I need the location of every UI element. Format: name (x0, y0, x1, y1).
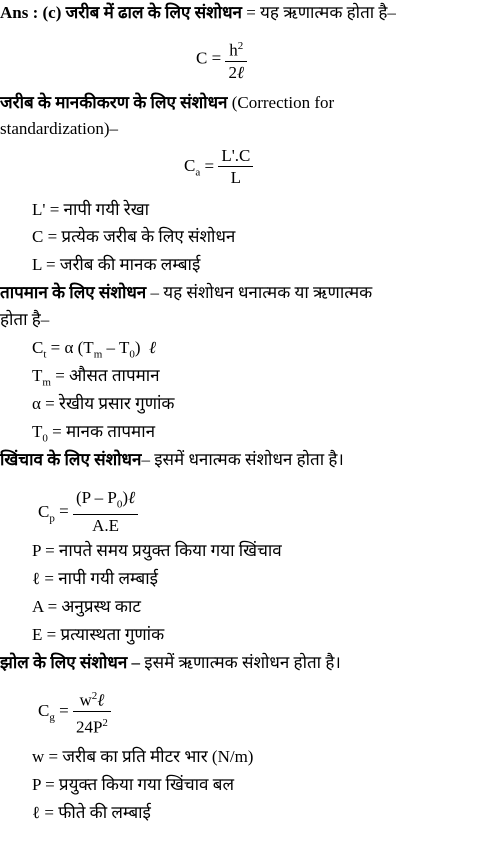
slope-fraction (225, 36, 247, 84)
pull-line (0, 449, 344, 471)
pull-fraction (73, 488, 138, 537)
slope-denominator: 2ℓ (228, 62, 245, 82)
pull-numerator: $(P - P_0)\ell$ (73, 488, 138, 515)
slope-text: = यह ऋणात्मक होता है– (241, 3, 396, 22)
temp-text-1: – यह संशोधन धनात्मक या ऋणात्मक (146, 283, 373, 302)
pull-text: – इसमें धनात्मक संशोधन होता है। (141, 450, 344, 469)
std-numerator: L'.C (218, 146, 253, 167)
temp-heading: तापमान के लिए संशोधन (0, 283, 147, 302)
std-line-2 (0, 118, 118, 140)
sag-denominator: $24P^2$ (75, 716, 108, 737)
std-text-1: (Correction for (227, 93, 335, 112)
pull-def-3: A = अनुप्रस्थ काट (32, 597, 141, 616)
slope-numerator: $h^2$ (225, 36, 247, 62)
sag-heading: झोल के लिए संशोधन – (0, 653, 141, 672)
answer-line (0, 2, 396, 24)
pull-def-1: P = नापते समय प्रयुक्त किया गया खिंचाव (32, 541, 282, 560)
sag-line (0, 652, 341, 674)
sag-eq-lhs: $C_g$ (38, 701, 55, 724)
std-def-1: L' = नापी गयी रेखा (32, 200, 150, 219)
sag-numerator: $w^2\ell$ (73, 686, 111, 712)
sag-def-3: ℓ = फीते की लम्बाई (32, 803, 151, 822)
std-heading: जरीब के मानकीकरण के लिए संशोधन (0, 93, 228, 112)
pull-denominator: A.E (92, 516, 119, 536)
slope-equation (196, 36, 247, 84)
sag-equation: $C_g$ = $\frac{w^2\ell}{24P^2}$ (38, 686, 111, 738)
temp-line-2: होता है– (0, 310, 50, 329)
temp-equation: $C_t = \alpha$ $(T_m - T_0)$ ℓ (32, 338, 157, 361)
temp-def-t0: $T_0$ = मानक तापमान (32, 422, 156, 445)
slope-eq-lhs: C = (196, 48, 222, 68)
sag-text: इसमें ऋणात्मक संशोधन होता है। (140, 653, 341, 672)
std-def-2: C = प्रत्येक जरीब के लिए संशोधन (32, 227, 236, 246)
std-eq-lhs: $C_a$ (184, 156, 201, 179)
std-line-1 (0, 92, 334, 114)
slope-heading: जरीब में ढाल के लिए संशोधन (65, 3, 242, 22)
std-fraction (218, 146, 253, 189)
pull-def-4: E = प्रत्यास्थता गुणांक (32, 625, 165, 644)
std-denominator: L (230, 168, 242, 187)
std-def-3: L = जरीब की मानक लम्बाई (32, 255, 201, 274)
std-text-2: standardization)– (0, 119, 119, 138)
temp-def-alpha: α = रेखीय प्रसार गुणांक (32, 394, 175, 413)
pull-def-2: ℓ = नापी गयी लम्बाई (32, 569, 158, 588)
sag-def-2: P = प्रयुक्त किया गया खिंचाव बल (32, 775, 234, 794)
pull-equation: $C_p$ = $\frac{(P - P_0)\ell}{A.E}$ (38, 488, 138, 537)
sag-def-1: w = जरीब का प्रति मीटर भार (N/m) (32, 747, 254, 766)
std-equation: $C_a$ = $\frac{L'.C}{L}$ (184, 146, 253, 189)
sag-fraction (73, 686, 111, 738)
temp-line-1 (0, 282, 372, 304)
answer-label: Ans : (c) (0, 3, 62, 22)
temp-def-tm: $T_m$ = औसत तापमान (32, 366, 160, 389)
pull-heading: खिंचाव के लिए संशोधन (0, 450, 142, 469)
pull-eq-lhs: $C_p$ (38, 501, 55, 524)
